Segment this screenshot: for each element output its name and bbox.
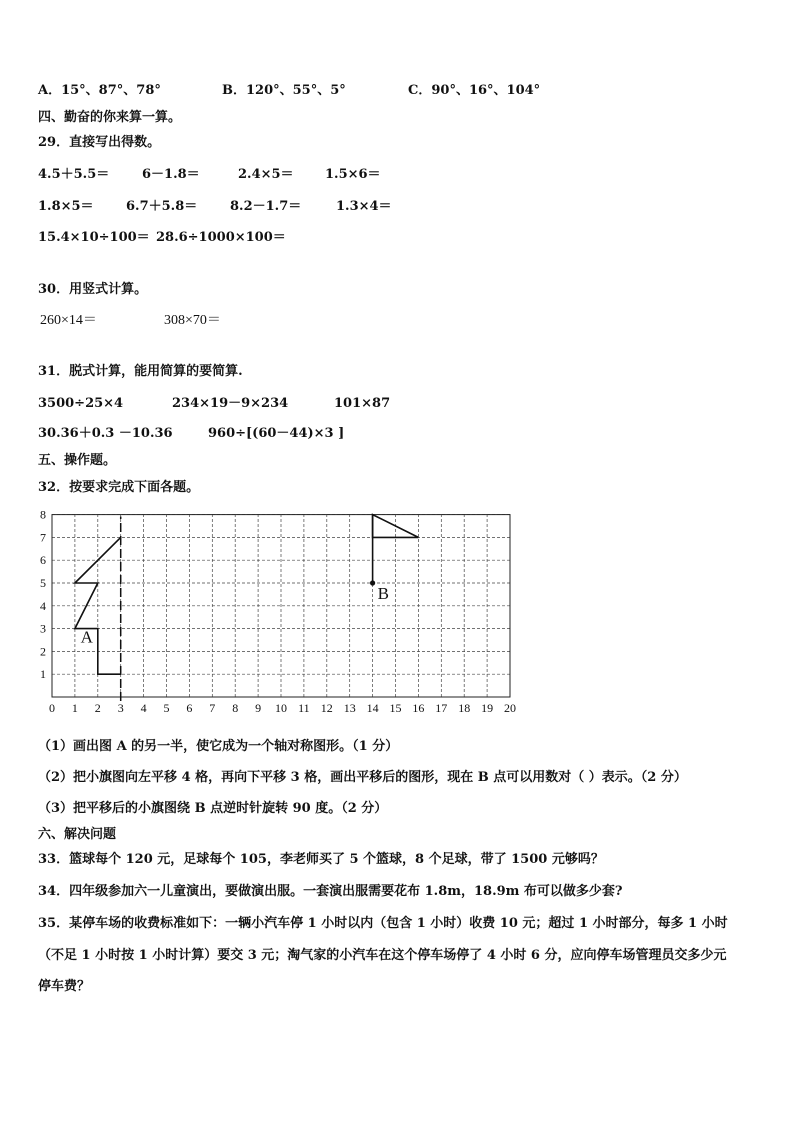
q29-item: 1.8×5＝ xyxy=(38,199,94,214)
x-tick-label: 14 xyxy=(366,701,379,715)
shape-a-label: A xyxy=(80,627,93,647)
y-tick-label: 4 xyxy=(40,598,46,613)
q30-item: 260×14＝ xyxy=(40,313,97,328)
x-tick-label: 12 xyxy=(320,701,333,715)
q35-line1: 35．某停车场的收费标准如下：一辆小汽车停 1 小时以内（包含 1 小时）收费 10 元；超过 1 小时部分，每多 1 小时 xyxy=(38,916,728,931)
q33-text: 33．篮球每个 120 元，足球每个 105，李老师买了 5 个篮球，8 个足球，带了 1500 元够吗？ xyxy=(38,852,604,867)
q29-item: 15.4×10÷100＝ xyxy=(38,230,150,245)
option-c: C．90°、16°、104° xyxy=(408,83,541,98)
q35-line2: （不足 1 小时按 1 小时计算）要交 3 元；淘气家的小汽车在这个停车场停了 4 小时 6 分，应向停车场管理员交多少元 xyxy=(38,948,727,963)
q35-line3: 停车费？ xyxy=(38,979,91,994)
q32-sub1: （1）画出图 A 的另一半，使它成为一个轴对称图形。（1 分） xyxy=(38,739,399,754)
x-tick-label: 15 xyxy=(389,701,402,715)
section-4-heading: 四、勤奋的你来算一算。 xyxy=(38,110,182,125)
x-tick-label: 4 xyxy=(140,701,147,715)
point-b-label: B xyxy=(377,584,389,603)
x-tick-label: 2 xyxy=(94,701,101,715)
q30-title: 30．用竖式计算。 xyxy=(38,282,148,297)
point-b xyxy=(370,580,375,585)
section-6-heading: 六、解决问题 xyxy=(38,827,117,842)
q29-item: 28.6÷1000×100＝ xyxy=(156,230,286,245)
q31-item: 960÷[(60－44)×3 ] xyxy=(208,426,345,441)
y-tick-label: 6 xyxy=(40,553,46,568)
x-tick-label: 0 xyxy=(49,701,55,715)
x-tick-label: 1 xyxy=(71,701,78,715)
x-tick-label: 6 xyxy=(186,701,193,715)
q32-sub2: （2）把小旗图向左平移 4 格，再向下平移 3 格，画出平移后的图形，现在 B 点可以用数对（ ）表示。（2 分） xyxy=(38,770,687,785)
x-tick-label: 20 xyxy=(504,701,516,715)
x-tick-label: 3 xyxy=(117,701,124,715)
q29-item: 6.7＋5.8＝ xyxy=(126,199,198,214)
section-5-heading: 五、操作题。 xyxy=(38,453,117,468)
flag-triangle xyxy=(373,515,419,538)
q32-title: 32．按要求完成下面各题。 xyxy=(38,480,200,495)
y-tick-label: 8 xyxy=(40,507,46,522)
x-tick-label: 13 xyxy=(343,701,356,715)
y-tick-label: 1 xyxy=(40,667,46,682)
q29-item: 2.4×5＝ xyxy=(238,167,294,182)
q29-item: 6－1.8＝ xyxy=(142,167,200,182)
q29-title: 29．直接写出得数。 xyxy=(38,135,161,150)
q30-item: 308×70＝ xyxy=(164,313,221,328)
x-tick-label: 10 xyxy=(275,701,287,715)
x-tick-label: 17 xyxy=(435,701,448,715)
q32-sub3: （3）把平移后的小旗图绕 B 点逆时针旋转 90 度。（2 分） xyxy=(38,801,388,816)
q31-item: 101×87 xyxy=(334,396,391,411)
x-tick-label: 9 xyxy=(255,701,262,715)
x-tick-label: 8 xyxy=(232,701,239,715)
q31-item: 30.36＋0.3 －10.36 xyxy=(38,426,173,441)
q29-item: 1.5×6＝ xyxy=(325,167,381,182)
x-tick-label: 16 xyxy=(412,701,425,715)
y-tick-label: 3 xyxy=(40,621,46,636)
x-tick-label: 18 xyxy=(458,701,471,715)
y-tick-label: 2 xyxy=(40,644,46,659)
option-a: A．15°、87°、78° xyxy=(38,83,161,98)
x-tick-label: 11 xyxy=(298,701,310,715)
y-tick-label: 7 xyxy=(40,530,46,545)
x-tick-label: 7 xyxy=(209,701,216,715)
q31-title: 31．脱式计算，能用简算的要简算. xyxy=(38,364,243,379)
q29-item: 4.5＋5.5＝ xyxy=(38,167,110,182)
q34-text: 34．四年级参加六一儿童演出，要做演出服。一套演出服需要花布 1.8m，18.9m 布可以做多少套? xyxy=(38,884,623,899)
coordinate-grid xyxy=(34,505,554,720)
q31-item: 3500÷25×4 xyxy=(38,396,124,411)
q29-item: 1.3×4＝ xyxy=(336,199,392,214)
x-tick-label: 19 xyxy=(481,701,494,715)
option-b: B．120°、55°、5° xyxy=(222,83,346,98)
q29-item: 8.2－1.7＝ xyxy=(230,199,302,214)
q31-item: 234×19－9×234 xyxy=(172,396,289,411)
x-tick-label: 5 xyxy=(163,701,170,715)
y-tick-label: 5 xyxy=(40,576,46,590)
